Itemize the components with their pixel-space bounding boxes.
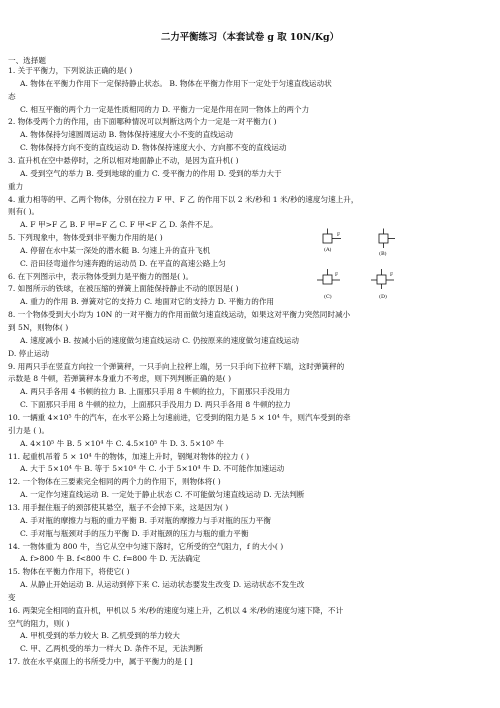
question-line: C. 沿田径弯道作匀速奔跑的运动员 D. 在平直的高速公路上匀 [20,258,226,268]
question-line: C. 相互平衡的两个力一定是性质相同的力 D. 平衡力一定是作用在同一物体上的两个力 [20,104,310,114]
question-line: 2. 物体受两个力的作用，由下面哪种情况可以判断这两个力一定是一对平衡力( ) [8,117,277,127]
question-line: 9. 用两只手在竖直方向拉一个弹簧秤，一只手向上拉秤上端，另一只手向下拉秤下端，这时弹簧秤的 [8,361,345,371]
question-line: D. 停止运动 [8,348,50,358]
question-line: 8. 一个物体受到大小均为 10N 的一对平衡力的作用而做匀速直线运动，如果这对平衡力突然同时减小 [8,310,351,320]
question-line: 引力是 ( )。 [8,425,50,435]
label-c: (C) [324,294,332,300]
question-line: 3. 直升机在空中悬停时，之所以相对地面静止不动，是因为直升机( ) [8,155,239,165]
question-line: 重力 [8,181,24,191]
f-label: F [390,273,394,278]
question-line: A. 物体保持匀速圆周运动 B. 物体保持速度大小不变的直线运动 [20,130,233,140]
question-line: C. 物体保持方向不变的直线运动 D. 物体保持速度大小、方向都不变的直线运动 [20,143,287,153]
q6-force-figure [313,228,413,308]
question-line: A. 一定作匀速直线运动 B. 一定处于静止状态 C. 不可能做匀速直线运动 D. 无法判断 [20,490,305,500]
section-heading: 一、选择题 [8,56,46,65]
question-line: C. 甲、乙两机受的举力一样大 D. 条件不足，无法判断 [20,644,203,654]
force-diagram-a [323,229,341,254]
label-a: (A) [324,247,332,253]
question-line: 17. 放在水平桌面上的书所受力中，属于平衡力的是 [ ] [8,657,193,667]
question-line: A. 停留在水中某一深处的潜水艇 B. 匀速上升的直升飞机 [20,245,211,255]
question-line: 到 5N，则物体( ) [8,323,69,332]
question-line: 15. 物体在平衡力作用下，将使它( ) [8,567,130,577]
question-line: A. 速度减小 B. 按减小后的速度做匀速直线运动 C. 仍按原来的速度做匀速直线运动 [20,335,299,345]
question-line: C. 手对瓶与瓶颈对手的压力平衡 D. 手对瓶颈的压力与瓶的重力平衡 [20,528,249,538]
force-diagram-b [379,229,395,258]
question-line: A. 甲机受到的举力较大 B. 乙机受到的举力较大 [20,631,180,641]
question-line: 5. 下列现象中，物体受到非平衡力作用的是( ) [8,233,163,242]
question-line: A. 从静止开始运动 B. 从运动到停下来 C. 运动状态要发生改变 D. 运动状态不发生改 [20,580,305,589]
question-line: A. 受到空气的举力 B. 受到地球的重力 C. 受平衡力的作用 D. 受到的举力大于 [20,168,282,178]
question-line: A. f>800 牛 B. f<800 牛 C. f=800 牛 D. 无法确定 [20,554,201,564]
force-diagram-d [371,269,394,300]
question-line: 态 [8,91,16,101]
question-line: A. 手对瓶的摩擦力与瓶的重力平衡 B. 手对瓶的摩擦力与手对瓶的压力平衡 [20,515,271,525]
question-line: 12. 一个物体在三要素完全相同的两个力的作用下，则物体将( ) [8,477,221,487]
f-label: F [335,273,339,278]
question-line: 示数是 8 牛顿，若弹簧秤本身重力不考虑，则下列判断正确的是( ) [8,374,232,384]
question-line: A. 两只手各用 4 书顿的拉力 B. 上面那只手用 8 牛顿的拉力，下面那只手没用力 [20,387,291,397]
question-line: 10. 一辆重 4×10⁵ 牛的汽车，在水平公路上匀速前进，它受到的阻力是 5 × 10⁴ 牛，则汽车受到的牵 [8,412,351,422]
question-line: 变 [8,592,16,602]
question-line: A. 大于 5×10⁴ 牛 B. 等于 5×10⁴ 牛 C. 小于 5×10⁴ 牛 D. 不可能作加速运动 [20,464,285,474]
force-diagram-svg [313,228,413,308]
question-line: 11. 起重机吊着 5 × 10⁴ 牛的物体，加速上升时，钢绳对物体的拉力 ( ) [8,451,250,461]
f-label: F [337,233,341,238]
question-line: 7. 如图所示的铁球，在被压缩的弹簧上面能保持静止不动的原因是( ) [8,284,239,294]
question-line: 4. 重力相等的甲、乙两个物体，分别在拉力 F 甲、F 乙 的作用下以 2 米/秒和 1 米/秒的速度匀速上升， [8,194,359,204]
question-line: 13. 用手握住瓶子的颈部使其悬空，瓶子不会掉下来，这是因为( ) [8,502,229,512]
question-line: 1. 关于平衡力，下列说法正确的是( ) [8,66,133,75]
question-line: 14. 一物体重为 800 牛，当它从空中匀速下落时，它所受的空气阻力，f 的大小( ) [8,541,284,551]
question-line: A. 重力的作用 B. 弹簧对它的支持力 C. 地面对它的支持力 D. 平衡力的作用 [20,297,275,307]
page-title: 二力平衡练习（本套试卷 g 取 10N/Kg） [161,32,339,43]
force-diagram-c [317,269,340,300]
label-d: (D) [379,294,387,300]
question-line: A. 物体在平衡力作用下一定保持静止状态。 B. 物体在平衡力作用下一定处于匀速直线运动状 [20,78,332,88]
question-line: 6. 在下列图示中，表示物体受到力是平衡力的图是( )。 [8,271,194,281]
question-line: A. F 甲>F 乙 B. F 甲=F 乙 C. F 甲<F 乙 D. 条件不足。 [20,220,218,230]
label-b: (B) [379,251,387,257]
question-line: 空气的阻力，则( ) [8,618,70,628]
question-line: 则有( )。 [8,207,40,217]
question-line: C. 下面那只手用 8 牛顿的拉力，上面那只手没用力 D. 两只手各用 8 牛顿的拉力 [20,400,291,410]
question-line: 16. 两架完全相同的直升机，甲机以 5 米/秒的速度匀速上升，乙机以 4 米/秒的速度匀速下降，不计 [8,605,344,615]
question-line: A. 4×10⁵ 牛 B. 5 ×10⁴ 牛 C. 4.5×10⁵ 牛 D. 3. 5×10⁵ 牛 [20,438,224,448]
